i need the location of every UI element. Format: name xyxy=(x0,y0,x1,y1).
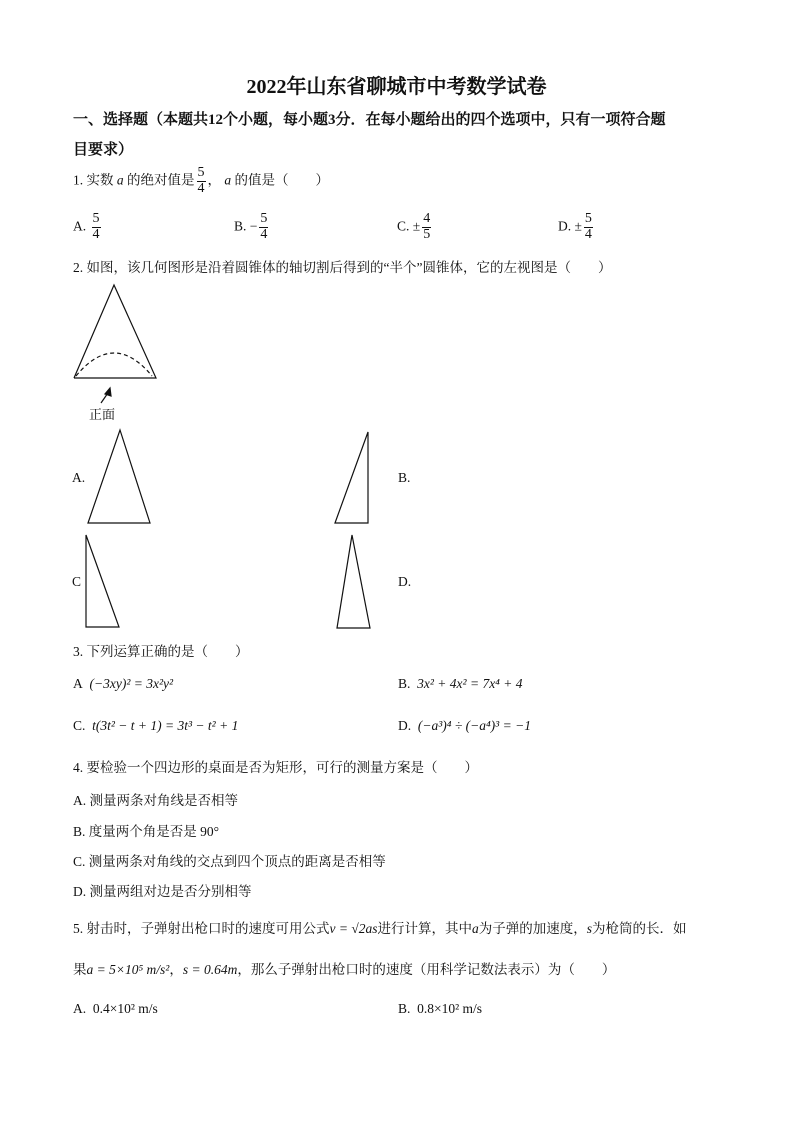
option-c-triangle xyxy=(86,535,119,627)
q4-option-b[interactable]: B. 度量两个角是否是 90° xyxy=(73,824,220,839)
q1-mid: 的绝对值是 xyxy=(127,172,195,188)
q3-option-d[interactable]: D. (−a³)⁴ ÷ (−a⁴)³ = −1 xyxy=(398,718,531,733)
q1-prefix: 1. 实数 xyxy=(73,172,114,188)
option-d-triangle xyxy=(337,535,370,628)
q1-option-a[interactable]: A. $\frac{5}{4}$ xyxy=(73,211,100,242)
velocity-formula: v = √2as xyxy=(329,921,378,936)
q1-var: a xyxy=(116,172,124,188)
half-cone-figure xyxy=(74,285,156,403)
q5-option-b[interactable]: B. 0.8×10² m/s xyxy=(398,1001,483,1016)
q3-option-b[interactable]: B. 3x² + 4x² = 7x⁴ + 4 xyxy=(398,676,523,691)
q1-var2: a xyxy=(224,172,232,188)
q1-suffix: 的值是（ ） xyxy=(234,172,329,188)
question-5-line2: 果a = 5×10⁵ m/s²，s = 0.64m，那么子弹射出枪口时的速度（用科学记数法表示）为（ ） xyxy=(73,962,616,977)
section-heading: 一、选择题（本题共12个小题，每小题3分．在每小题给出的四个选项中，只有一项符合题 xyxy=(73,112,666,128)
option-b-triangle xyxy=(335,432,368,523)
section-heading-cont: 目要求） xyxy=(73,142,134,158)
q3-option-c[interactable]: C. t(3t² − t + 1) = 3t³ − t² + 1 xyxy=(73,718,239,733)
q1-option-c[interactable]: C. ± $\frac{4}{5}$ xyxy=(397,211,431,242)
q4-option-a[interactable]: A. 测量两条对角线是否相等 xyxy=(73,793,238,808)
question-1: 1. 实数 a 的绝对值是 $\frac{5}{4}$ ， a 的值是（ ） xyxy=(73,165,329,196)
question-4: 4. 要检验一个四边形的桌面是否为矩形，可行的测量方案是（ ） xyxy=(73,760,478,775)
q2-option-a[interactable]: A. xyxy=(72,470,86,485)
q2-option-c[interactable]: C xyxy=(72,574,82,589)
q4-option-c[interactable]: C. 测量两条对角线的交点到四个顶点的距离是否相等 xyxy=(73,854,386,869)
q1-option-d[interactable]: D. ± $\frac{5}{4}$ xyxy=(558,211,592,242)
question-3: 3. 下列运算正确的是（ ） xyxy=(73,644,249,659)
given-acceleration: a = 5×10⁵ m/s² xyxy=(86,962,170,977)
q2-option-d[interactable]: D. xyxy=(398,574,412,589)
q5-option-a[interactable]: A. 0.4×10² m/s xyxy=(73,1001,158,1016)
q3-option-a[interactable]: A (−3xy)² = 3x²y² xyxy=(73,676,174,691)
q1-fraction: $\frac{5}{4}$ xyxy=(197,165,205,196)
question-2: 2. 如图，该几何图形是沿着圆锥体的轴切割后得到的“半个”圆锥体，它的左视图是（ ） xyxy=(73,260,612,275)
q4-option-d[interactable]: D. 测量两组对边是否分别相等 xyxy=(73,884,252,899)
front-view-label: 正面 xyxy=(89,408,116,423)
page-title: 2022年山东省聊城市中考数学试卷 xyxy=(246,76,547,98)
q2-option-b[interactable]: B. xyxy=(398,470,411,485)
given-length: s = 0.64m xyxy=(182,962,238,977)
q1-option-b[interactable]: B. − $\frac{5}{4}$ xyxy=(234,211,268,242)
option-a-triangle xyxy=(88,430,150,523)
question-5-line1: 5. 射击时，子弹射出枪口时的速度可用公式v = √2as进行计算，其中a为子弹的加速度，s为枪筒的长．如 xyxy=(73,921,687,936)
